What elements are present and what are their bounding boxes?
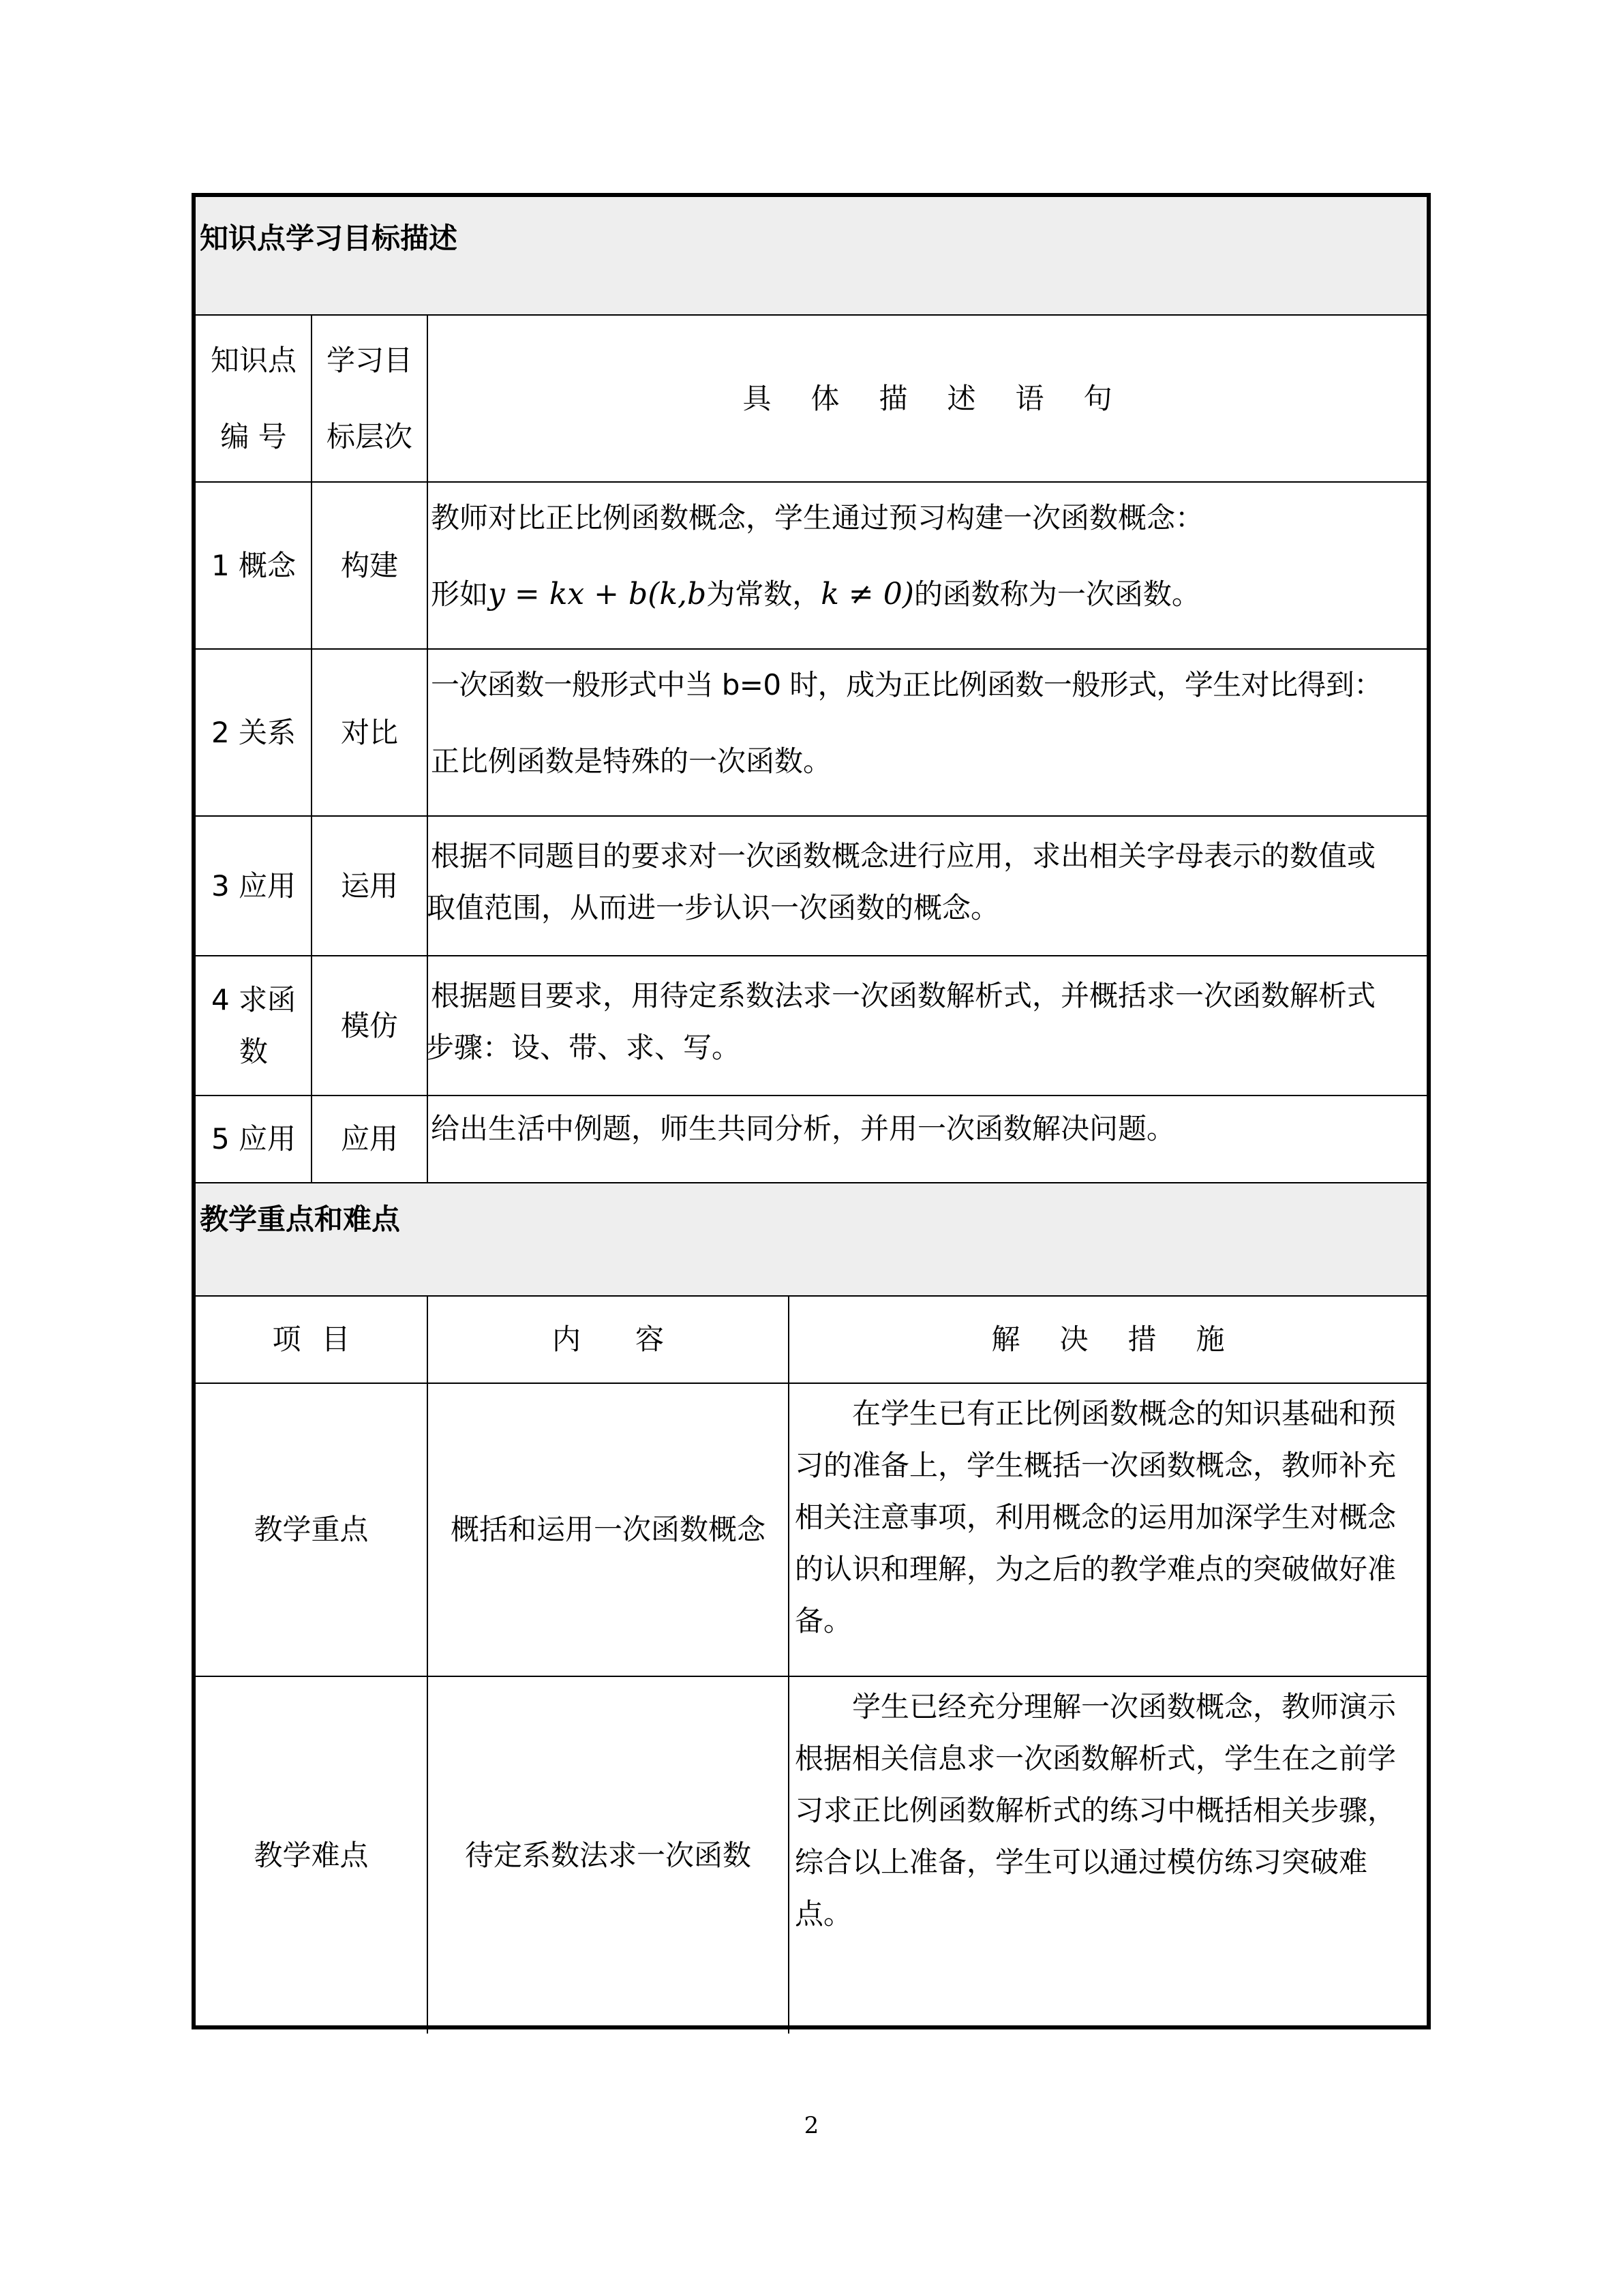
objective-line1: 给出生活中例题，师生共同分析，并用一次函数解决问题。 bbox=[431, 1112, 1176, 1145]
header-knowledge-id-line2: 编 号 bbox=[220, 419, 287, 453]
objective-level bbox=[312, 483, 427, 648]
objective-id-line1: 4 求函 bbox=[211, 982, 297, 1016]
formula-part2: k ≠ 0) bbox=[821, 577, 914, 611]
measures-line: 根据相关信息求一次函数解析式，学生在之前学 bbox=[795, 1742, 1397, 1775]
section1-title: 知识点学习目标描述 bbox=[200, 222, 458, 255]
measures-line: 综合以上准备，学生可以通过模仿练习突破难 bbox=[795, 1845, 1368, 1879]
objective-row-5 bbox=[196, 1095, 1427, 1182]
focus-measures bbox=[789, 1384, 1427, 1676]
focus-item-text: 教学重点 bbox=[254, 1513, 369, 1546]
objective-id-text: 2 关系 bbox=[211, 715, 297, 749]
objective-id-text: 1 概念 bbox=[211, 548, 297, 582]
header-level-line2: 标层次 bbox=[326, 419, 412, 453]
objective-description bbox=[428, 817, 1427, 955]
objective-line2-prefix: 形如 bbox=[431, 577, 489, 611]
focus-row-key-point bbox=[196, 1383, 1427, 1676]
measures-line: 在学生已有正比例函数概念的知识基础和预 bbox=[852, 1397, 1397, 1430]
objective-level-text: 应用 bbox=[340, 1122, 398, 1155]
focus-measures bbox=[789, 1677, 1427, 2034]
focus-content-text: 待定系数法求一次函数 bbox=[464, 1838, 751, 1872]
measures-line: 习求正比例函数解析式的练习中概括相关步骤， bbox=[795, 1794, 1397, 1827]
objective-line1: 一次函数一般形式中当 b=0 时，成为正比例函数一般形式，学生对比得到： bbox=[431, 668, 1382, 701]
focus-measures-text bbox=[795, 1681, 1421, 1940]
header-knowledge-id bbox=[196, 316, 312, 481]
objective-line2: 取值范围，从而进一步认识一次函数的概念。 bbox=[427, 891, 1000, 924]
header-measures-label: 解决措施 bbox=[991, 1323, 1264, 1356]
objective-level-text: 对比 bbox=[340, 715, 398, 749]
objective-row-2 bbox=[196, 648, 1427, 815]
objective-id-text: 3 应用 bbox=[211, 868, 297, 903]
focus-content-text: 概括和运用一次函数概念 bbox=[450, 1513, 765, 1546]
measures-line: 习的准备上，学生概括一次函数概念，教师补充 bbox=[795, 1449, 1397, 1482]
measures-line: 相关注意事项，利用概念的运用加深学生对概念 bbox=[795, 1500, 1397, 1534]
objective-line1: 教师对比正比例函数概念，学生通过预习构建一次函数概念： bbox=[431, 501, 1204, 534]
objective-id bbox=[196, 956, 312, 1095]
objective-description bbox=[428, 483, 1427, 648]
header-content-label: 内容 bbox=[551, 1323, 718, 1356]
objective-line2-suffix: 的函数称为一次函数。 bbox=[913, 577, 1200, 611]
document-table bbox=[192, 193, 1431, 2029]
objective-row-3 bbox=[196, 815, 1427, 955]
objective-row-4 bbox=[196, 955, 1427, 1095]
objective-id bbox=[196, 817, 312, 955]
focus-measures-text bbox=[795, 1388, 1421, 1647]
objective-line2 bbox=[431, 569, 1424, 620]
objective-description bbox=[425, 956, 1427, 1095]
objective-description bbox=[428, 650, 1427, 815]
measures-line: 点。 bbox=[795, 1897, 853, 1931]
focus-content bbox=[428, 1677, 788, 2034]
objective-id bbox=[196, 1096, 312, 1182]
objective-level bbox=[312, 817, 427, 955]
objective-line1: 根据题目要求，用待定系数法求一次函数解析式，并概括求一次函数解析式 bbox=[431, 979, 1376, 1012]
focus-item-text: 教学难点 bbox=[254, 1838, 369, 1872]
header-measures bbox=[789, 1297, 1427, 1383]
objective-id bbox=[196, 650, 312, 815]
header-description bbox=[428, 316, 1427, 481]
section2-heading bbox=[196, 1182, 1427, 1295]
header-description-label: 具体描述语句 bbox=[742, 381, 1152, 415]
section2-header-row bbox=[196, 1295, 1427, 1383]
objective-line2: 正比例函数是特殊的一次函数。 bbox=[431, 744, 832, 778]
focus-item bbox=[196, 1384, 427, 1676]
objective-level-text: 运用 bbox=[340, 868, 398, 903]
objective-level bbox=[312, 1096, 427, 1182]
objective-line2: 步骤：设、带、求、写。 bbox=[425, 1031, 741, 1064]
measures-line: 学生已经充分理解一次函数概念，教师演示 bbox=[852, 1690, 1397, 1723]
section1-heading bbox=[196, 197, 1427, 314]
header-knowledge-id-line1: 知识点 bbox=[210, 343, 297, 377]
measures-line: 备。 bbox=[795, 1604, 853, 1637]
section2-title: 教学重点和难点 bbox=[200, 1203, 401, 1236]
page-number: 2 bbox=[804, 2112, 819, 2139]
header-item-label: 项目 bbox=[272, 1323, 371, 1356]
focus-row-difficulty bbox=[196, 1676, 1427, 2034]
objective-description bbox=[428, 1096, 1427, 1182]
objective-id bbox=[196, 483, 312, 648]
objective-id-text: 5 应用 bbox=[211, 1122, 297, 1155]
focus-item bbox=[196, 1677, 427, 2034]
header-level bbox=[312, 316, 427, 481]
formula-part1: y = kx + b(k,b bbox=[488, 577, 707, 611]
objective-id-line2: 数 bbox=[239, 1034, 268, 1068]
objective-level-text: 模仿 bbox=[340, 1008, 398, 1042]
section1-header-row bbox=[196, 314, 1427, 481]
objective-level-text: 构建 bbox=[340, 548, 398, 582]
header-content bbox=[428, 1297, 788, 1383]
objective-line2-mid: 为常数， bbox=[706, 577, 821, 611]
focus-content bbox=[428, 1384, 788, 1676]
measures-line: 的认识和理解，为之后的教学难点的突破做好准 bbox=[795, 1552, 1397, 1586]
header-item bbox=[196, 1297, 427, 1383]
objective-level bbox=[312, 956, 427, 1095]
objective-line1: 根据不同题目的要求对一次函数概念进行应用，求出相关字母表示的数值或 bbox=[431, 839, 1376, 873]
header-level-line1: 学习目 bbox=[326, 343, 412, 377]
objective-row-1 bbox=[196, 481, 1427, 648]
objective-level bbox=[312, 650, 427, 815]
